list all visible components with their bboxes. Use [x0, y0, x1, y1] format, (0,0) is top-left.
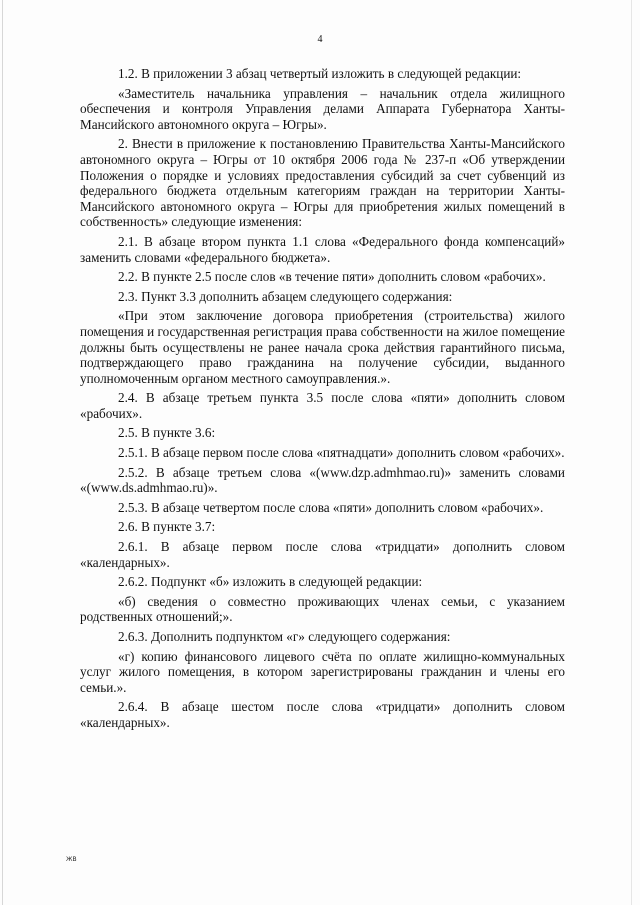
- paragraph-2-5-3: 2.5.3. В абзаце четвертом после слова «пяти» дополнить словом «рабочих».: [118, 499, 544, 515]
- paragraph-quote-b: «б) сведения о совместно проживающих членах семьи, с указанием родственных отношений;».: [80, 593, 565, 625]
- paragraph-2-5-1: 2.5.1. В абзаце первом после слова «пятнадцати» дополнить словом «рабочих».: [118, 445, 565, 461]
- paragraph-2-6: 2.6. В пункте 3.7:: [118, 519, 216, 535]
- page-number: 4: [317, 34, 323, 45]
- paragraph-2-5: 2.5. В пункте 3.6:: [118, 425, 216, 441]
- scan-edge-left: [2, 0, 3, 905]
- paragraph-quote-deputy-head: «Заместитель начальника управления – начальник отдела жилищного обеспечения и контроля Управления делами Аппарата Губернатора Ханты-Мансийского автономного округа – Югры».: [80, 85, 565, 132]
- paragraph-2-6-2: 2.6.2. Подпункт «б» изложить в следующей редакции:: [118, 574, 423, 590]
- paragraph-2: 2. Внести в приложение к постановлению Правительства Ханты-Мансийского автономного округа – Югры от 10 октября 2006 года № 237-п «Об утверждении Положения о порядке и условиях предоставления субсидий за счет субвенций из федерального бюджета отдельным категориям граждан на территории Ханты-Мансийского автономного округа – Югры для приобретения жилых помещений в собственность» следующие изменения:: [80, 136, 565, 230]
- paragraph-2-6-3: 2.6.3. Дополнить подпунктом «г» следующего содержания:: [118, 629, 451, 644]
- paragraph-2-3: 2.3. Пункт 3.3 дополнить абзацем следующего содержания:: [118, 288, 453, 304]
- paragraph-2-4: 2.4. В абзаце третьем пункта 3.5 после слова «пяти» дополнить словом «рабочих».: [80, 390, 565, 421]
- footer-mark: ЖВ: [66, 856, 77, 863]
- paragraph-2-6-1: 2.6.1. В абзаце первом после слова «тридцати» дополнить словом «календарных».: [80, 539, 565, 570]
- paragraph-quote-g: «г) копию финансового лицевого счёта по оплате жилищно-коммунальных услуг жилого помещения, в котором зарегистрированы гражданин и члены его семьи.».: [80, 648, 565, 695]
- paragraph-quote-contract: «При этом заключение договора приобретения (строительства) жилого помещения и государственная регистрация права собственности на жилое помещение должны быть осуществлены не ранее начала срока действия гарантийного письма, подтверждающего право гражданина на получение субсидии, выданного уполномоченным органом местного самоуправления.».: [80, 308, 565, 386]
- document-body: [80, 66, 565, 735]
- paragraph-2-6-4: 2.6.4. В абзаце шестом после слова «тридцати» дополнить словом «календарных».: [80, 699, 565, 730]
- paragraph-2-5-2: 2.5.2. В абзаце третьем слова «(www.dzp.admhmao.ru)» заменить словами «(www.ds.admhmao.ru)».: [80, 464, 565, 496]
- scan-edge-right: [631, 0, 632, 905]
- paragraph-1-2: 1.2. В приложении 3 абзац четвертый изложить в следующей редакции:: [118, 66, 522, 81]
- paragraph-2-1: 2.1. В абзаце втором пункта 1.1 слова «Федерального фонда компенсаций» заменить словами «федерального бюджета».: [80, 233, 565, 265]
- paragraph-2-2: 2.2. В пункте 2.5 после слов «в течение пяти» дополнить словом «рабочих».: [118, 269, 546, 285]
